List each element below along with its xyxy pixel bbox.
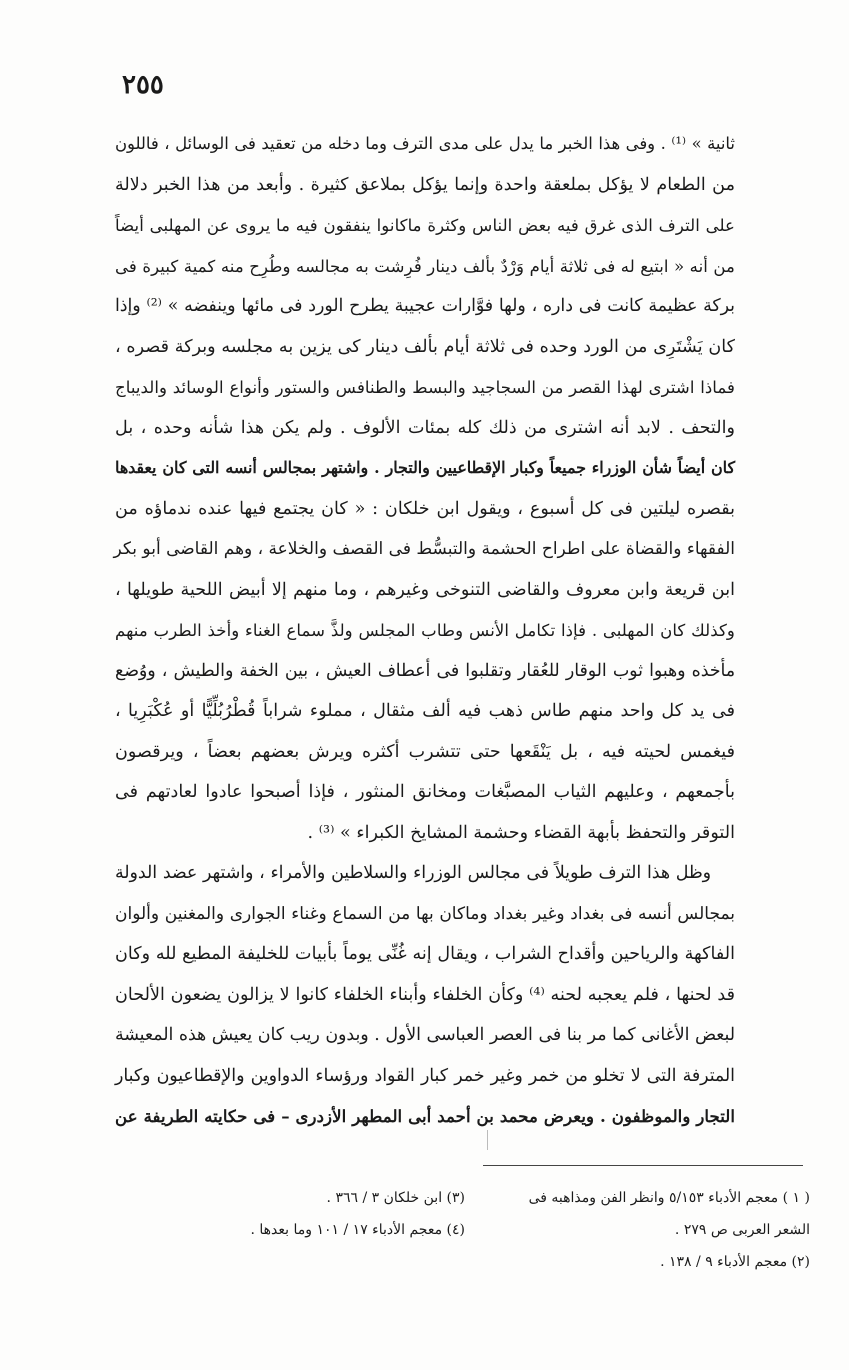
- text-line: التوقر والتحفظ بأبهة القضاء وحشمة المشايخ الكبراء » ⁽³⁾ .: [307, 822, 735, 843]
- text-line: الفاكهة والرياحين وأقداح الشراب ، ويقال إنه غُنِّى يوماً بأبيات للخليفة المطيع لله وكان: [115, 944, 735, 964]
- scan-artifact: [487, 1130, 488, 1150]
- text-line: كان أيضاً شأن الوزراء جميعاً وكبار الإقطاعيين والتجار . واشتهر بمجالس أنسه التى كان يعقدها: [115, 458, 735, 477]
- footnote-1: ( ١ ) معجم الأدباء ٥/١٥٣ وانظر الفن ومذاهبه فى: [528, 1190, 810, 1206]
- text-line: ثانية » ⁽¹⁾ . وفى هذا الخبر ما يدل على مدى الترف وما دخله من تعقيد فى الوسائل ، فاللون: [115, 134, 735, 153]
- text-line: بركة عظيمة كانت فى داره ، ولها فوَّارات عجيبة يطرح الورد فى مائها وينفضه » ⁽²⁾ وإذا: [115, 296, 735, 316]
- text-line: من الطعام لا يؤكل بملعقة واحدة وإنما يؤكل بملاعق كثيرة . وأبعد من هذا الخبر دلالة: [115, 174, 735, 195]
- footnote-4: (٤) معجم الأدباء ١٧ / ١٠١ وما بعدها .: [250, 1222, 465, 1238]
- body-text: [115, 124, 735, 1137]
- text-line: وكذلك كان المهلبى . فإذا تكامل الأنس وطاب المجلس ولذَّ سماع الغناء وأخذ الطرب منهم: [115, 620, 735, 640]
- text-line: الفقهاء والقضاة على اطراح الحشمة والتبسُّط فى القصف والخلاعة ، وهم القاضى أبو بكر: [113, 539, 735, 559]
- text-line: لبعض الأغانى كما مر بنا فى العصر العباسى الأول . وبدون ريب كان يعيش هذه المعيشة: [115, 1025, 735, 1045]
- text-line: بقصره ليلتين فى كل أسبوع ، ويقول ابن خلكان : « كان يجتمع فيها عنده ندماؤه من: [115, 498, 735, 519]
- footnote-1-continued: الشعر العربى ص ٢٧٩ .: [674, 1222, 810, 1238]
- text-line: من أنه « ابتيع له فى ثلاثة أيام وَرْدٌ بألف دينار فُرِشت به مجالسه وطُرِح منه كمية كبيرة فى: [115, 255, 735, 276]
- text-line: بأجمعهم ، وعليهم الثياب المصبَّغات ومخانق المنثور ، فإذا أصبحوا عادوا لعادتهم فى: [115, 782, 735, 802]
- text-line: فى يد كل واحد منهم طاس ذهب فيه ألف مثقال ، مملوء شراباً قُطْرُبُلِّيًّا أو عُكْبَرِيا ،: [115, 701, 735, 721]
- footnote-row: [160, 1182, 810, 1214]
- text-line: كان يَشْتَرِى من الورد وحده فى ثلاثة أيام بألف دينار كى يزين به مجلسه وبركة قصره ،: [115, 336, 735, 357]
- footnotes: [160, 1182, 810, 1278]
- text-line: المترفة التى لا تخلو من خمر وغير خمر كبار القواد ورؤساء الدواوين والإقطاعيون وكبار: [115, 1065, 735, 1086]
- text-line: قد لحنها ، فلم يعجبه لحنه ⁽⁴⁾ وكأن الخلفاء وأبناء الخلفاء كانوا لا يزالون يضعون الألحان: [115, 984, 735, 1005]
- text-line: فيغمس لحيته فيه ، بل يَنْقَعها حتى تتشرب أكثره ويرش بعضهم بعضاً ، ويرقصون: [115, 741, 735, 762]
- text-line: التجار والموظفون . ويعرض محمد بن أحمد أبى المطهر الأزدرى – فى حكايته الطريفة عن: [115, 1106, 735, 1126]
- text-line: مأخذه وهبوا ثوب الوقار للعُقار وتقلبوا فى أعطاف العيش ، بين الخفة والطيش ، ووُضع: [115, 660, 735, 681]
- footnote-row: [160, 1246, 810, 1278]
- text-line: فماذا اشترى لهذا القصر من السجاجيد والبسط والطنافس والستور وأنواع الوسائد والديباج: [115, 377, 735, 397]
- page-number: ٢٥٥: [122, 70, 164, 100]
- footnote-divider: [483, 1165, 803, 1166]
- text-line: على الترف الذى غرق فيه بعض الناس وكثرة ماكانوا ينفقون فيه ما يروى عن المهلبى أيضاً: [115, 215, 735, 235]
- text-line: والتحف . لابد أنه اشترى من ذلك كله بمئات الألوف . ولم يكن هذا شأنه وحده ، بل: [115, 417, 735, 438]
- text-line: بمجالس أنسه فى بغداد وغير بغداد وماكان بها من السماع وغناء الجوارى والمغنين وألوان: [115, 903, 735, 924]
- text-line: وظل هذا الترف طويلاً فى مجالس الوزراء والسلاطين والأمراء ، واشتهر عضد الدولة: [115, 863, 711, 883]
- footnote-2: (٢) معجم الأدباء ٩ / ١٣٨ .: [660, 1254, 810, 1270]
- text-line: ابن قريعة وابن معروف والقاضى التنوخى وغيرهم ، وما منهم إلا أبيض اللحية طويلها ،: [115, 579, 735, 600]
- footnote-3: (٣) ابن خلكان ٣ / ٣٦٦ .: [326, 1190, 465, 1206]
- footnote-row: [160, 1214, 810, 1246]
